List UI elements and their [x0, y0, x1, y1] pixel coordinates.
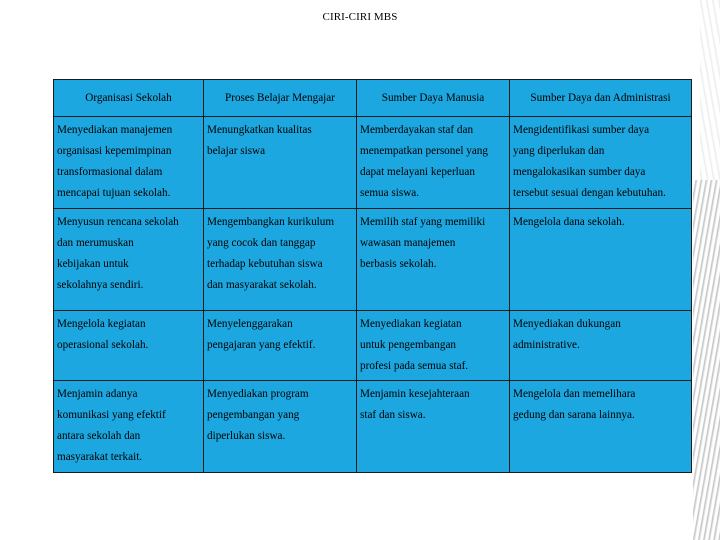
cell-line: terhadap kebutuhan siswa — [207, 258, 323, 270]
cell-line: Mengidentifikasi sumber daya — [513, 124, 650, 136]
cell-line: Menyediakan kegiatan — [360, 318, 462, 330]
cell-line: yang diperlukan dan — [513, 145, 605, 157]
cell-line: Mengelola dana sekolah. — [513, 216, 625, 228]
table-cell — [204, 209, 357, 311]
cell-line: antara sekolah dan — [57, 430, 141, 442]
header-sumber-daya-manusia: Sumber Daya Manusia — [357, 80, 510, 117]
table-cell — [357, 311, 510, 381]
cell-line: berbasis sekolah. — [360, 258, 437, 270]
header-proses-belajar-mengajar: Proses Belajar Mengajar — [204, 80, 357, 117]
cell-line: sekolahnya sendiri. — [57, 279, 144, 291]
cell-line: gedung dan sarana lainnya. — [513, 409, 635, 421]
table-cell — [204, 311, 357, 381]
cell-line: tersebut sesuai dengan kebutuhan. — [513, 187, 666, 199]
decorative-stripes-lower — [693, 180, 720, 540]
table-cell — [54, 311, 204, 381]
table-cell — [357, 381, 510, 473]
table-cell — [204, 381, 357, 473]
cell-line: Menyediakan program — [207, 388, 309, 400]
cell-line: operasional sekolah. — [57, 339, 149, 351]
cell-line: dan merumuskan — [57, 237, 134, 249]
cell-line: administrative. — [513, 339, 580, 351]
cell-line: transformasional dalam — [57, 166, 163, 178]
cell-line: Menjamin kesejahteraan — [360, 388, 470, 400]
table-row — [54, 209, 692, 311]
cell-line: Menyusun rencana sekolah — [57, 216, 179, 228]
cell-line: Mengembangkan kurikulum — [207, 216, 335, 228]
cell-line: diperlukan siswa. — [207, 430, 286, 442]
cell-line: yang cocok dan tanggap — [207, 237, 316, 249]
table-cell — [54, 209, 204, 311]
header-organisasi-sekolah: Organisasi Sekolah — [54, 80, 204, 117]
cell-line: belajar siswa — [207, 145, 266, 157]
cell-line: Menyediakan dukungan — [513, 318, 621, 330]
cell-line: Menyelenggarakan — [207, 318, 293, 330]
table-row — [54, 381, 692, 473]
cell-line: untuk pengembangan — [360, 339, 457, 351]
cell-line: komunikasi yang efektif — [57, 409, 166, 421]
cell-line: dan masyarakat sekolah. — [207, 279, 317, 291]
table-row — [54, 117, 692, 209]
cell-line: mencapai tujuan sekolah. — [57, 187, 171, 199]
slide-title: CIRI-CIRI MBS — [322, 11, 398, 23]
cell-line: mengalokasikan sumber daya — [513, 166, 646, 178]
mbs-table — [53, 79, 692, 473]
cell-line: profesi pada semua staf. — [360, 360, 469, 372]
cell-line: Menyediakan manajemen — [57, 124, 173, 136]
cell-line: Memberdayakan staf dan — [360, 124, 474, 136]
table-cell — [510, 311, 692, 381]
header-sumber-daya-administrasi: Sumber Daya dan Administrasi — [510, 80, 692, 117]
table-cell — [357, 117, 510, 209]
cell-line: pengembangan yang — [207, 409, 300, 421]
cell-line: semua siswa. — [360, 187, 420, 199]
cell-line: dapat melayani keperluan — [360, 166, 475, 178]
cell-line: organisasi kepemimpinan — [57, 145, 172, 157]
table-cell — [357, 209, 510, 311]
header-row — [54, 80, 692, 117]
table-cell — [510, 381, 692, 473]
table-cell — [510, 117, 692, 209]
table-cell — [510, 209, 692, 311]
table-cell — [54, 117, 204, 209]
cell-line: Mengelola kegiatan — [57, 318, 146, 330]
table-cell — [54, 381, 204, 473]
cell-line: masyarakat terkait. — [57, 451, 143, 463]
cell-line: pengajaran yang efektif. — [207, 339, 316, 351]
table-cell — [204, 117, 357, 209]
cell-line: Mengelola dan memelihara — [513, 388, 636, 400]
cell-line: wawasan manajemen — [360, 237, 456, 249]
cell-line: Menungkatkan kualitas — [207, 124, 312, 136]
cell-line: Menjamin adanya — [57, 388, 138, 400]
cell-line: staf dan siswa. — [360, 409, 426, 421]
table-row — [54, 311, 692, 381]
cell-line: menempatkan personel yang — [360, 145, 488, 157]
cell-line: kebijakan untuk — [57, 258, 129, 270]
cell-line: Memilih staf yang memiliki — [360, 216, 486, 228]
